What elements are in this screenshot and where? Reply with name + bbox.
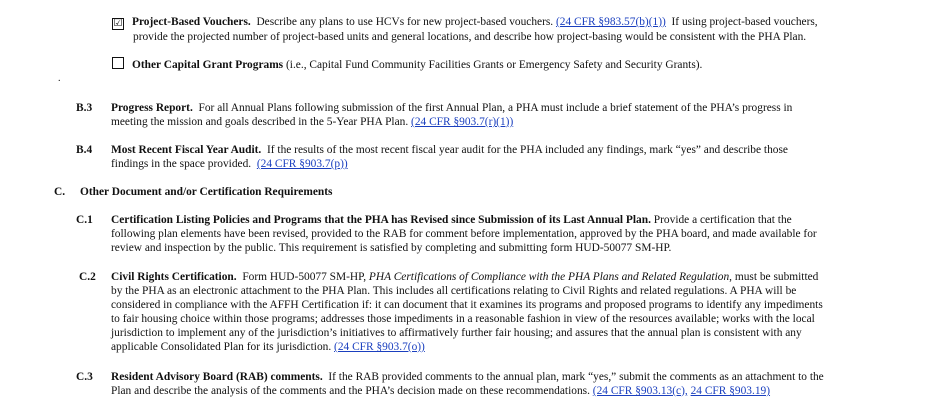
checkbox-unchecked-icon[interactable] [112, 57, 124, 69]
b3-text-2: meeting the mission and goals described in the 5-Year PHA Plan. [111, 116, 409, 128]
pbv-cfr-link[interactable]: (24 CFR §983.57(b)(1)) [556, 16, 666, 28]
b3-title: Progress Report. [111, 102, 193, 114]
c3-section [111, 370, 936, 398]
c3-cfr-link-1[interactable]: (24 CFR §903.13(c), [592, 385, 688, 397]
ocgp-section [112, 57, 932, 72]
c2-section [111, 270, 931, 354]
ocgp-text: (i.e., Capital Fund Community Facilities Grants or Emergency Safety and Security Grants). [285, 59, 703, 71]
ocgp-title: Other Capital Grant Programs [132, 59, 284, 71]
c-title: Other Document and/or Certification Requirements [80, 186, 333, 198]
b4-number: B.4 [76, 144, 93, 156]
c2-text-b: , must be submitted [729, 271, 819, 283]
c1-line-3: review and inspection by the public. This requirement is satisfied by completing and submitting form HUD-50077 SM-HP. [111, 242, 672, 254]
b4-text-2: findings in the space provided. [111, 158, 252, 170]
c2-text: Form HUD-50077 SM-HP, [242, 271, 367, 283]
c2-form-title: PHA Certifications of Compliance with the PHA Plans and Related Regulation [368, 271, 730, 283]
stray-dot: . [58, 73, 61, 84]
c2-line-6: applicable Consolidated Plan for its jurisdiction. [111, 341, 332, 353]
checkbox-checked-icon[interactable]: ☑ [113, 18, 123, 29]
c1-section [111, 213, 931, 255]
b3-cfr-link[interactable]: (24 CFR §903.7(r)(1)) [411, 116, 514, 128]
b3-section [111, 101, 931, 129]
c2-line-2: by the PHA as an electronic attachment to the PHA Plan. This includes all certifications relating to Civil Rights and related regulations. A PHA will be [111, 285, 797, 297]
b4-cfr-link[interactable]: (24 CFR §903.7(p)) [256, 158, 348, 170]
pbv-line-2: provide the projected number of project-based units and general locations, and describe how project-basing would be consistent with the PHA Plan. [133, 31, 807, 43]
pbv-section [112, 15, 932, 44]
c-number: C. [54, 186, 66, 198]
c2-line-3: considered in compliance with the AFFH Certification if: it can document that it examines its programs and proposed programs to identify any impediments [111, 299, 823, 311]
c2-line-4: to fair housing choice within those programs; addresses those impediments in a reasonable fashion in view of the resources available; works with the local [111, 313, 815, 325]
c3-text: If the RAB provided comments to the annual plan, mark “yes,” submit the comments as an attachment to the [328, 371, 824, 383]
b3-number: B.3 [76, 102, 93, 114]
c3-title: Resident Advisory Board (RAB) comments. [111, 371, 323, 383]
c2-title: Civil Rights Certification. [111, 271, 237, 283]
c3-line-2: Plan and describe the analysis of the comments and the PHA’s decision made on these recommendations. [111, 385, 590, 397]
c1-text: Provide a certification that the [653, 214, 792, 226]
b4-title: Most Recent Fiscal Year Audit. [111, 144, 262, 156]
c3-number: C.3 [76, 371, 93, 383]
c2-line-5: jurisdiction to implement any of the jurisdiction’s initiatives to affirmatively further fair housing; and assures that the annual plan is consistent with any [111, 327, 802, 339]
c1-number: C.1 [76, 214, 93, 226]
c3-cfr-link-2[interactable]: 24 CFR §903.19) [690, 385, 771, 397]
pbv-text: Describe any plans to use HCVs for new project-based vouchers. [256, 16, 554, 28]
c1-line-2: following plan elements have been revised, provided to the RAB for comment before implementation, approved by the PHA board, and made available for [111, 228, 817, 240]
c1-title: Certification Listing Policies and Programs that the PHA has Revised since Submission of its Last Annual Plan. [111, 214, 651, 226]
c2-number: C.2 [79, 271, 96, 283]
b3-text: For all Annual Plans following submission of the first Annual Plan, a PHA must include a brief statement of the PHA’s progress in [198, 102, 793, 114]
c2-cfr-link[interactable]: (24 CFR §903.7(o)) [334, 341, 425, 353]
pbv-text-2: If using project-based vouchers, [671, 16, 818, 28]
b4-text: If the results of the most recent fiscal year audit for the PHA included any findings, mark “yes” and describe those [266, 144, 788, 156]
b4-section [111, 143, 931, 171]
pbv-title: Project-Based Vouchers. [132, 16, 251, 28]
